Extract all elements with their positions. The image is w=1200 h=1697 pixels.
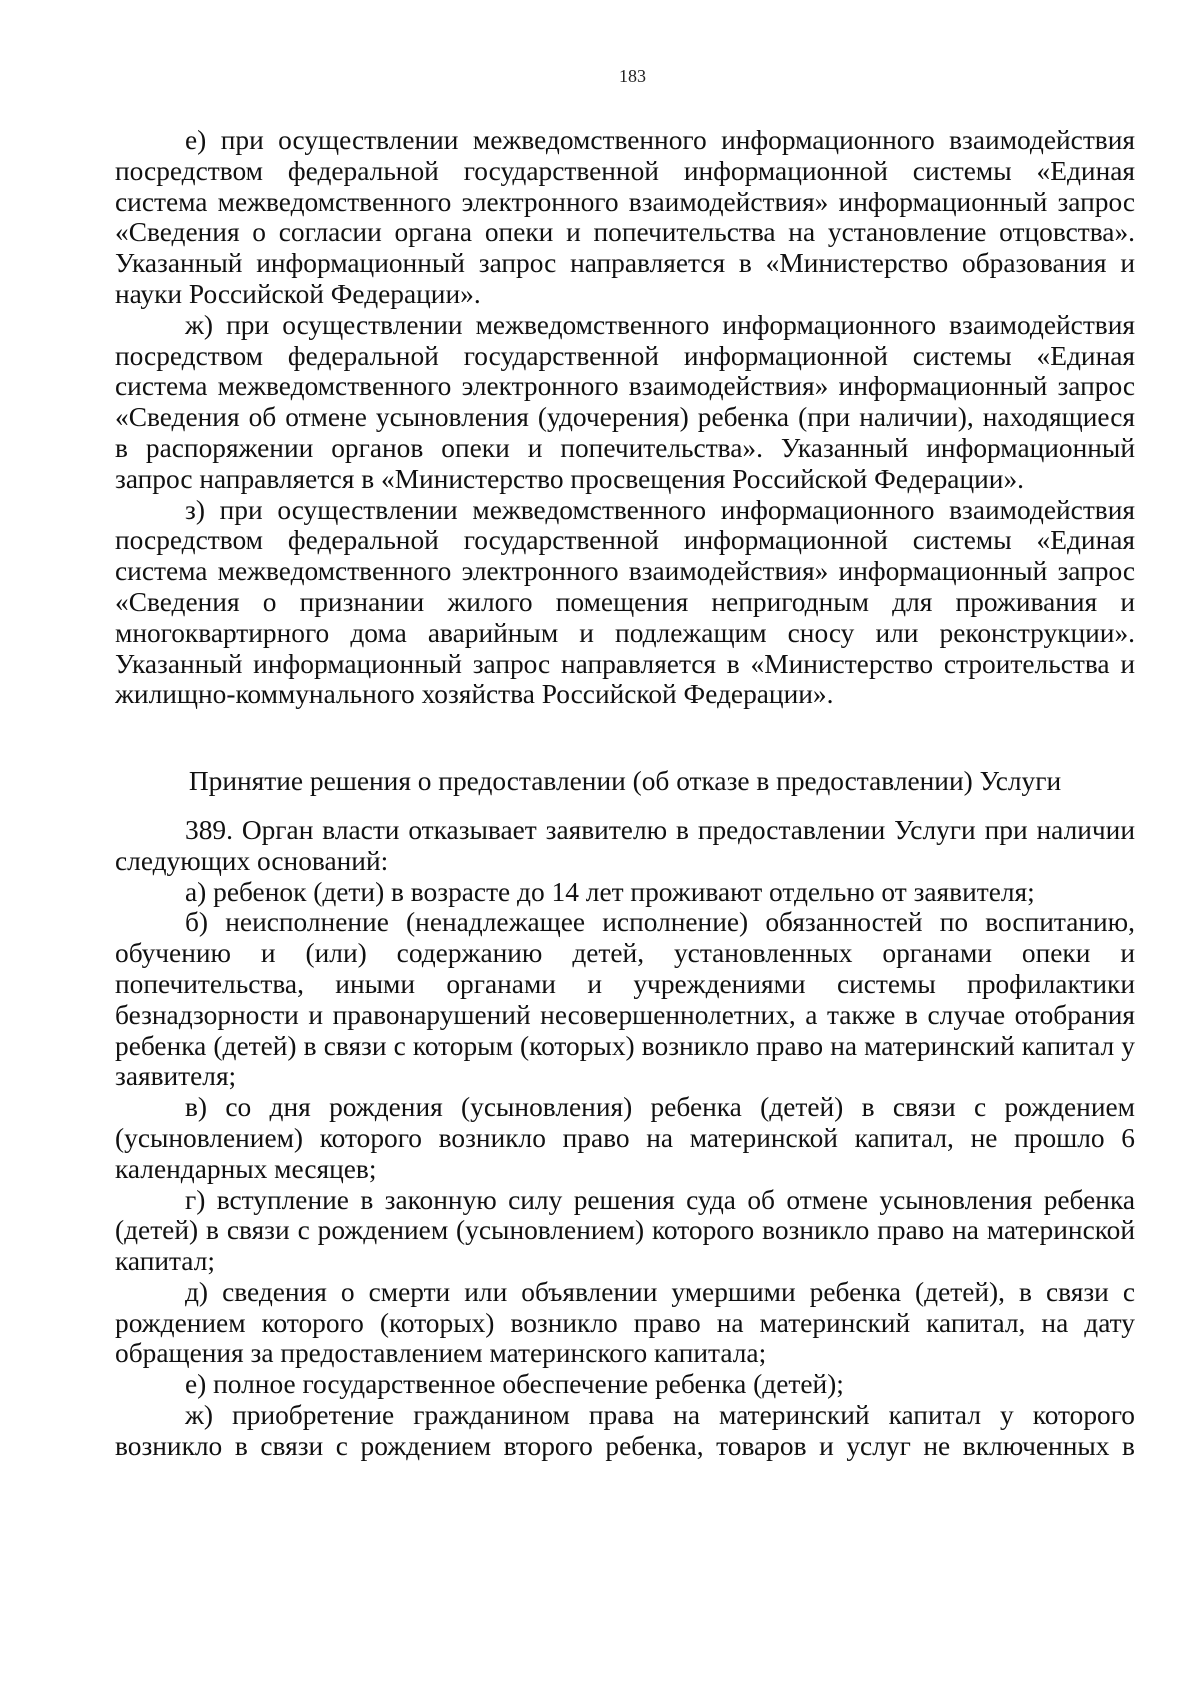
paragraph-389-intro: 389. Орган власти отказывает заявителю в предоставлении Услуги при наличии следующих оснований: [115,814,1135,876]
paragraph-e-interagency-request: е) при осуществлении межведомственного информационного взаимодействия посредством федеральной государственной информационной системы «Единая система межведомственного электронного взаимодействия» информационный запрос «Сведения о согласии органа опеки и попечительства на установление отцовства». Указанный информационный запрос направляется в «Министерство образования и науки Российской Федерации». [115,125,1135,309]
paragraph-389-v: в) со дня рождения (усыновления) ребенка (детей) в связи с рождением (усыновлением) которого возникло право на материнской капитал, не прошло 6 календарных месяцев; [115,1092,1135,1184]
paragraph-z-interagency-request: з) при осуществлении межведомственного информационного взаимодействия посредством федеральной государственной информационной системы «Единая система межведомственного электронного взаимодействия» информационный запрос «Сведения о признании жилого помещения непригодным для проживания и многоквартирного дома аварийным и подлежащим сносу или реконструкции». Указанный информационный запрос направляется в «Министерство строительства и жилищно-коммунального хозяйства Российской Федерации». [115,494,1135,710]
section-heading: Принятие решения о предоставлении (об отказе в предоставлении) Услуги [188,766,1062,797]
paragraph-389-b: б) неисполнение (ненадлежащее исполнение) обязанностей по воспитанию, обучению и (или) содержанию детей, установленных органами опеки и попечительства, иными органами и учреждениями системы профилактики безнадзорности и правонарушений несовершеннолетних, а также в случае отобрания ребенка (детей) в связи с которым (которых) возникло право на материнский капитал у заявителя; [115,907,1135,1092]
paragraph-zh-interagency-request: ж) при осуществлении межведомственного информационного взаимодействия посредством федеральной государственной информационной системы «Единая система межведомственного электронного взаимодействия» информационный запрос «Сведения об отмене усыновления (удочерения) ребенка (при наличии), находящиеся в распоряжении органов опеки и попечительства». Указанный информационный запрос направляется в «Министерство просвещения Российской Федерации». [115,309,1135,494]
paragraph-389-g: г) вступление в законную силу решения суда об отмене усыновления ребенка (детей) в связи с рождением (усыновлением) которого возникло право на материнской капитал; [115,1184,1135,1277]
paragraph-389-d: д) сведения о смерти или объявлении умершими ребенка (детей), в связи с рождением которого (которых) возникло право на материнский капитал, на дату обращения за предоставлением материнского капитала; [115,1276,1135,1369]
page-number: 183 [619,66,646,86]
paragraph-389-e: е) полное государственное обеспечение ребенка (детей); [185,1369,844,1400]
document-body [115,125,1135,1462]
paragraph-389-a: а) ребенок (дети) в возрасте до 14 лет проживают отдельно от заявителя; [185,876,1035,907]
paragraph-389-zh: ж) приобретение гражданином права на материнский капитал у которого возникло в связи с рождением второго ребенка, товаров и услуг не включенных в [115,1400,1135,1461]
